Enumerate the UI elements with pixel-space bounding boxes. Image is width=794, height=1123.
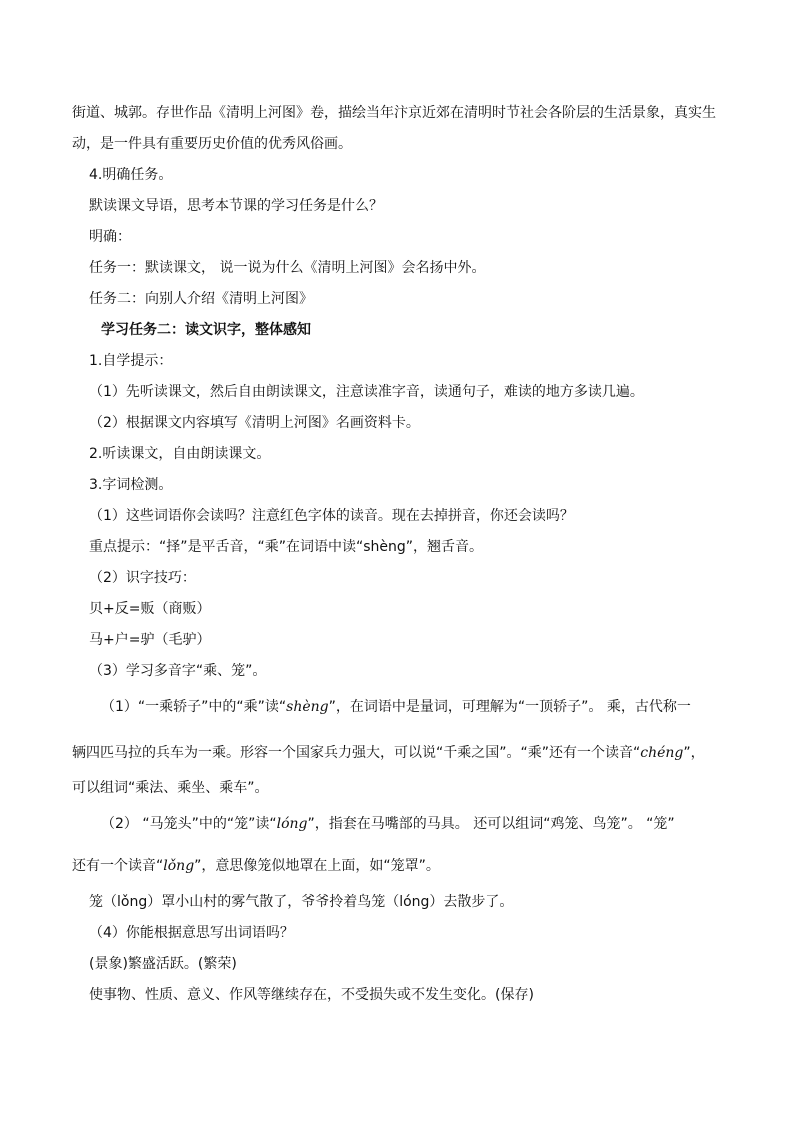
section-heading-task-two: 学习任务二：读文识字，整体感知 xyxy=(101,322,311,338)
long-text-2: ”，指套在马嘴部的马具。 还可以组词“鸡笼、鸟笼”。 “笼” xyxy=(307,816,675,832)
key-hint: 重点提示：“择”是平舌音，“乘”在词语中读“shèng”，翘舌音。 xyxy=(89,539,484,555)
clarify-label: 明确： xyxy=(89,229,131,245)
write-words-heading: （4）你能根据意思写出词语吗？ xyxy=(89,925,294,941)
self-study-tips-heading: 1.自学提示： xyxy=(89,353,173,369)
sheng-text-3: 辆四匹马拉的兵车为一乘。形容一个国家兵力强大，可以说“千乘之国”。“乘”还有一个读音“ xyxy=(72,745,641,761)
definition-2: 使事物、性质、意义、作风等继续存在，不受损失或不发生变化。(保存) xyxy=(89,987,534,1003)
word-check-1: （1）这些词语你会读吗？注意红色字体的读音。现在去掉拼音，你还会读吗？ xyxy=(89,508,574,524)
sheng-paragraph-line-3: 可以组词“乘法、乘坐、乘车”。 xyxy=(72,780,269,796)
definition-1: (景象)繁盛活跃。(繁荣) xyxy=(89,956,237,972)
sheng-text-1: （1）“一乘轿子”中的“乘”读“ xyxy=(101,699,287,715)
word-check-heading: 3.字词检测。 xyxy=(89,477,173,493)
intro-line-2: 动，是一件具有重要历史价值的优秀风俗画。 xyxy=(72,136,352,152)
char-skill-example-1: 贝+反=贩（商贩） xyxy=(89,601,211,617)
step-4-heading: 4.明确任务。 xyxy=(89,167,173,183)
char-skill-heading: （2）识字技巧： xyxy=(89,570,196,586)
polyphone-heading: （3）学习多音字“乘、笼”。 xyxy=(89,663,267,679)
silent-reading-prompt: 默读课文导语，思考本节课的学习任务是什么？ xyxy=(89,198,383,214)
long-text-1: （2） “马笼头”中的“笼”读“ xyxy=(101,816,277,832)
sheng-text-4: ”， xyxy=(683,745,705,761)
pinyin-sheng: shèng xyxy=(286,699,329,715)
pinyin-long-2: lóng xyxy=(276,816,308,832)
pinyin-long-3: lǒng xyxy=(163,858,195,874)
listen-read-step: 2.听读课文，自由朗读课文。 xyxy=(89,446,271,462)
example-sentence: 笼（lǒng）罩小山村的雾气散了，爷爷拎着鸟笼（lóng）去散步了。 xyxy=(89,894,514,910)
sheng-paragraph-line-1 xyxy=(101,697,691,717)
pinyin-cheng: chéng xyxy=(640,745,684,761)
char-skill-example-2: 马+户=驴（毛驴） xyxy=(89,632,211,648)
self-study-tip-2: （2）根据课文内容填写《清明上河图》名画资料卡。 xyxy=(89,415,420,431)
sheng-paragraph-line-2 xyxy=(72,743,705,763)
self-study-tip-1: （1）先听读课文，然后自由朗读课文，注意读准字音，读通句子，难读的地方多读几遍。 xyxy=(89,384,644,400)
long-paragraph-line-1 xyxy=(101,814,675,834)
task-two: 任务二：向别人介绍《清明上河图》 xyxy=(89,291,313,307)
sheng-text-2: ”，在词语中是量词，可理解为“一顶轿子”。 乘，古代称一 xyxy=(328,699,691,715)
task-one: 任务一：默读课文， 说一说为什么《清明上河图》会名扬中外。 xyxy=(89,260,486,276)
long-text-3: 还有一个读音“ xyxy=(72,858,164,874)
long-text-4: ”，意思像笼似地罩在上面，如“笼罩”。 xyxy=(194,858,440,874)
long-paragraph-line-2 xyxy=(72,856,440,876)
intro-line-1: 街道、城郭。存世作品《清明上河图》卷，描绘当年汴京近郊在清明时节社会各阶层的生活景象，真实生 xyxy=(72,105,716,121)
